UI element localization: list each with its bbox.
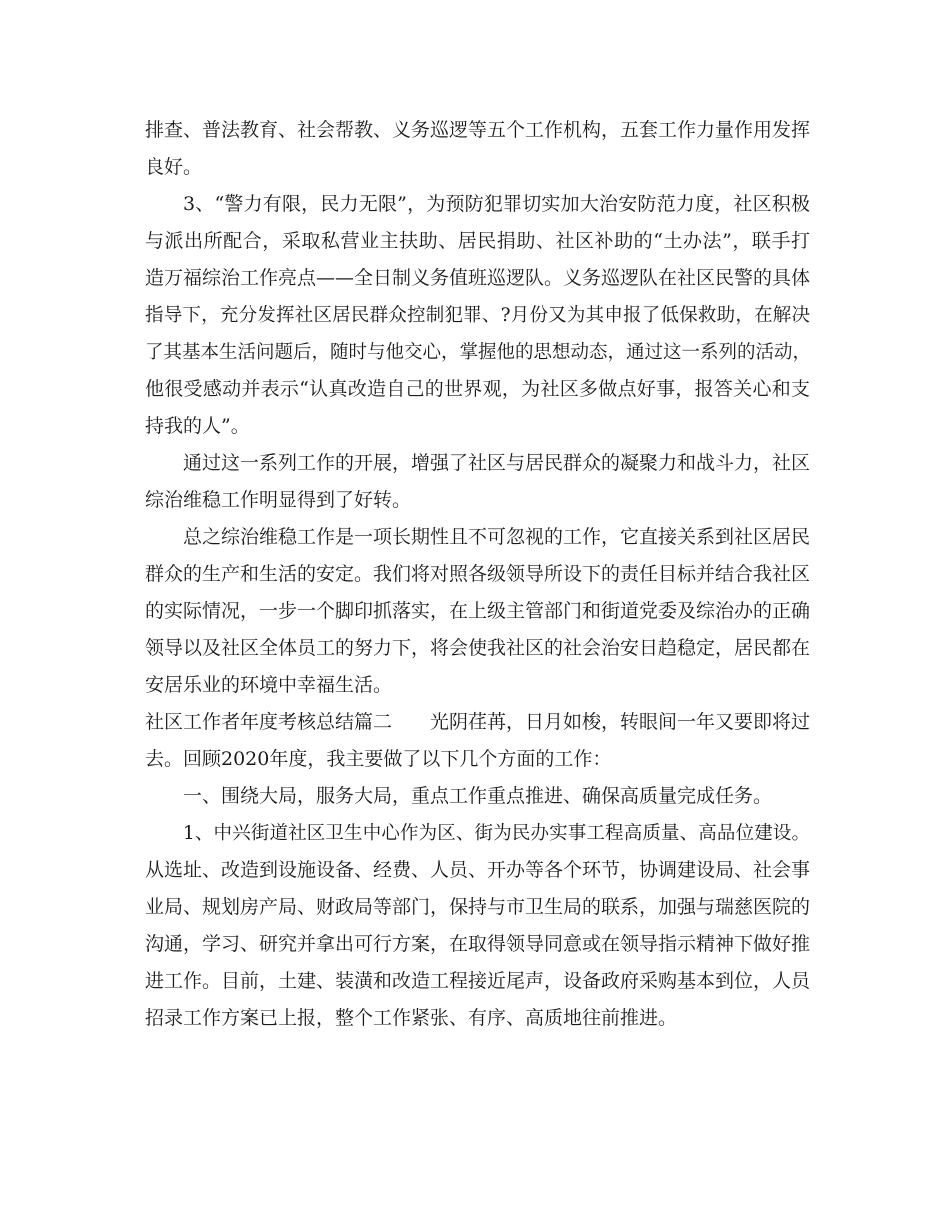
text-line: 1、中兴街道社区卫生中心作为区、街为民办实事工程高质量、高品位建设。 [183, 823, 810, 844]
text-line: 总之综治维稳工作是一项长期性且不可忽视的工作，它直接关系到社区居民 [183, 526, 811, 548]
text-line: 综治维稳工作明显得到了好转。 [145, 489, 412, 511]
text-line: 社区工作者年度考核总结篇二 光阴荏苒，日月如梭，转眼间一年又要即将过 [145, 711, 811, 733]
text-line: 从选址、改造到设施设备、经费、人员、开办等各个环节，协调建设局、社会事 [145, 859, 811, 881]
text-line: 沟通，学习、研究并拿出可行方案，在取得领导同意或在领导指示精神下做好推 [145, 933, 811, 955]
text-line: 群众的生产和生活的安定。我们将对照各级领导所设下的责任目标并结合我社区 [145, 563, 811, 585]
text-line: 招录工作方案已上报，整个工作紧张、有序、高质地往前推进。 [145, 1007, 678, 1029]
text-line: 排查、普法教育、社会帮教、义务巡逻等五个工作机构，五套工作力量作用发挥 [145, 119, 811, 141]
text-line: 业局、规划房产局、财政局等部门，保持与市卫生局的联系，加强与瑞慈医院的 [145, 896, 811, 918]
text-line: 进工作。目前，土建、装潢和改造工程接近尾声，设备政府采购基本到位，人员 [145, 970, 811, 992]
text-line: 指导下，充分发挥社区居民群众控制犯罪、?月份又为其申报了低保救助，在解决 [145, 305, 810, 326]
text-line: 持我的人”。 [145, 415, 250, 437]
text-line: 与派出所配合，采取私营业主扶助、居民捐助、社区补助的“土办法”，联手打 [145, 230, 810, 252]
text-line: 安居乐业的环境中幸福生活。 [145, 674, 393, 696]
text-line: 造万福综治工作亮点——全日制义务值班巡逻队。义务巡逻队在社区民警的具体 [145, 267, 811, 289]
text-line: 去。回顾2020年度，我主要做了以下几个方面的工作： [145, 748, 612, 770]
text-line: 了其基本生活问题后，随时与他交心，掌握他的思想动态，通过这一系列的活动， [145, 342, 812, 363]
text-line: 良好。 [145, 156, 203, 178]
text-line: 领导以及社区全体员工的努力下，将会使我社区的社会治安日趋稳定，居民都在 [145, 637, 811, 659]
text-line: 一、围绕大局，服务大局，重点工作重点推进、确保高质量完成任务。 [183, 785, 773, 807]
text-line: 的实际情况，一步一个脚印抓落实，在上级主管部门和街道党委及综治办的正确 [145, 600, 811, 622]
text-line: 3、“警力有限，民力无限”，为预防犯罪切实加大治安防范力度，社区积极 [183, 193, 810, 215]
document-body [145, 112, 810, 1037]
text-line: 通过这一系列工作的开展，增强了社区与居民群众的凝聚力和战斗力，社区 [183, 452, 811, 474]
text-line: 他很受感动并表示“认真改造自己的世界观，为社区多做点好事，报答关心和支 [145, 378, 810, 400]
